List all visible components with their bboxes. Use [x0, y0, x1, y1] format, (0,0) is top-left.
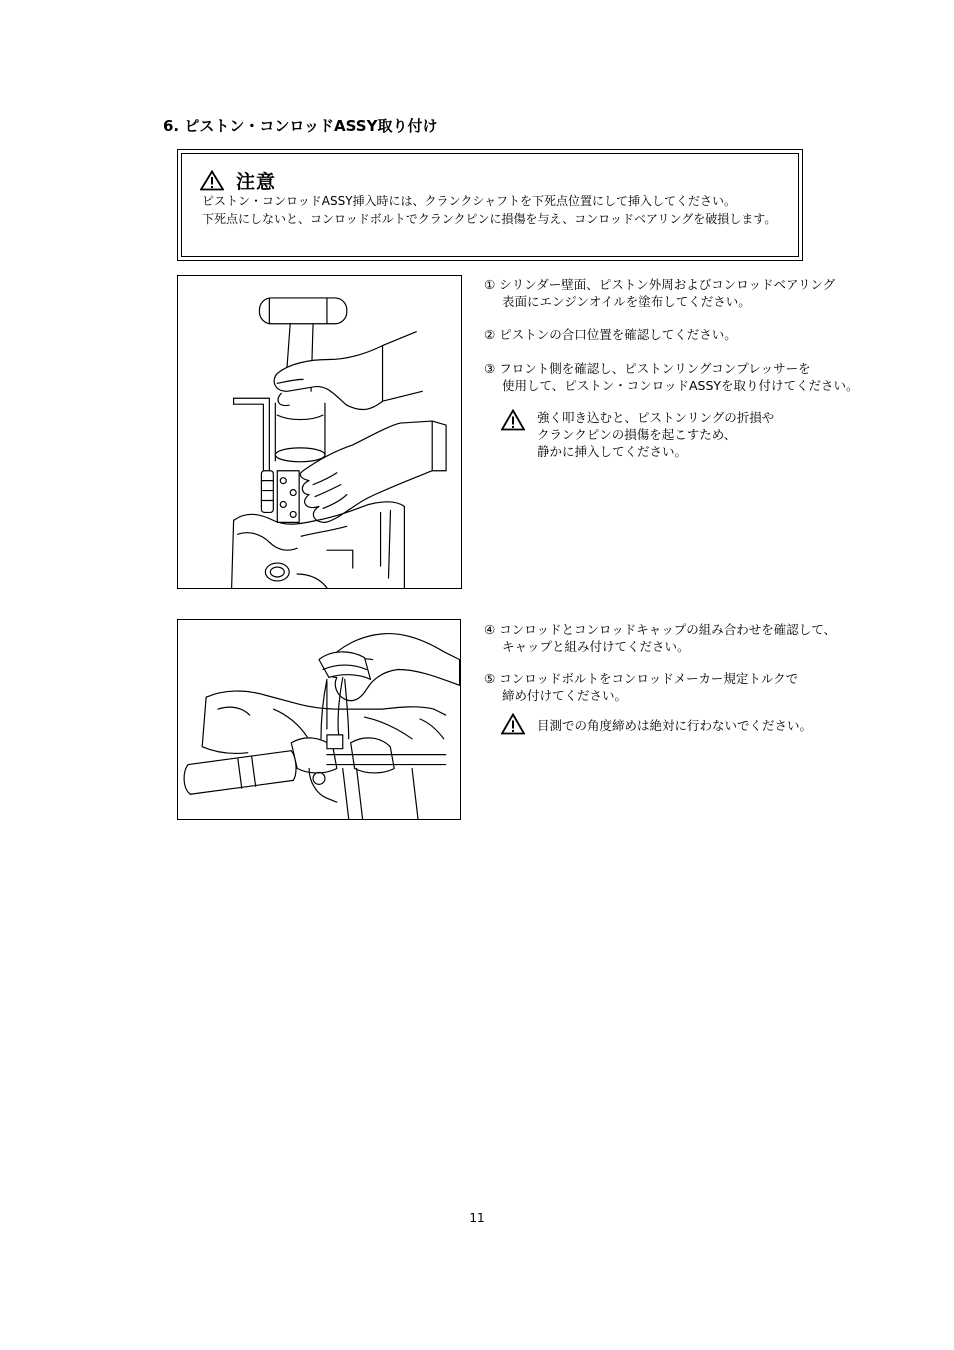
step-4-num: ④ [484, 622, 496, 637]
warning-triangle-icon [200, 170, 224, 191]
step-2 [484, 326, 737, 343]
figure-piston-insertion [177, 275, 462, 589]
step-3 [484, 360, 859, 394]
caution-header [200, 167, 276, 194]
step-5 [484, 670, 798, 704]
warning-note-2-line-1: 目測での角度締めは絶対に行わないでください。 [537, 718, 813, 733]
step-5-line-1: コンロッドボルトをコンロッドメーカー規定トルクで [499, 671, 799, 686]
step-1-line-1: シリンダー壁面、ピストン外周およびコンロッドベアリング [499, 277, 836, 292]
warning-note-2-text [537, 717, 812, 734]
step-3-line-2: 使用して、ピストン・コンロッドASSYを取り付けてください。 [502, 378, 859, 393]
caution-line-1: ピストン・コンロッドASSY挿入時には、クランクシャフトを下死点位置にして挿入してください。 [202, 194, 737, 208]
step-5-num: ⑤ [484, 671, 496, 686]
warning-note-2 [501, 713, 812, 735]
step-4-line-1: コンロッドとコンロッドキャップの組み合わせを確認して、 [499, 622, 836, 637]
step-4-line-2: キャップと組み付けてください。 [502, 639, 690, 654]
step-2-line-1: ピストンの合口位置を確認してください。 [499, 327, 737, 342]
step-3-num: ③ [484, 361, 496, 376]
warning-triangle-icon [501, 713, 525, 735]
warning-note-1 [501, 409, 774, 460]
step-1 [484, 276, 835, 310]
step-5-line-2: 締め付けてください。 [502, 688, 628, 703]
page-number: 11 [469, 1211, 485, 1225]
warning-note-1-line-1: 強く叩き込むと、ピストンリングの折損や [537, 410, 775, 425]
figure-conrod-cap-installation [177, 619, 461, 820]
warning-note-1-line-3: 静かに挿入してください。 [537, 444, 688, 459]
warning-note-1-line-2: クランクピンの損傷を起こすため、 [537, 427, 737, 442]
caution-line-2: 下死点にしないと、コンロッドボルトでクランクピンに損傷を与え、コンロッドベアリングを破損します。 [202, 212, 777, 226]
step-1-line-2: 表面にエンジンオイルを塗布してください。 [502, 294, 751, 309]
step-1-num: ① [484, 277, 496, 292]
caution-label: 注意 [236, 171, 277, 193]
warning-triangle-icon [501, 409, 525, 431]
section-title: 6. ピストン・コンロッドASSY取り付け [163, 117, 438, 135]
step-2-num: ② [484, 327, 496, 342]
warning-note-1-text [537, 409, 774, 460]
step-3-line-1: フロント側を確認し、ピストンリングコンプレッサーを [499, 361, 811, 376]
step-4 [484, 621, 836, 655]
